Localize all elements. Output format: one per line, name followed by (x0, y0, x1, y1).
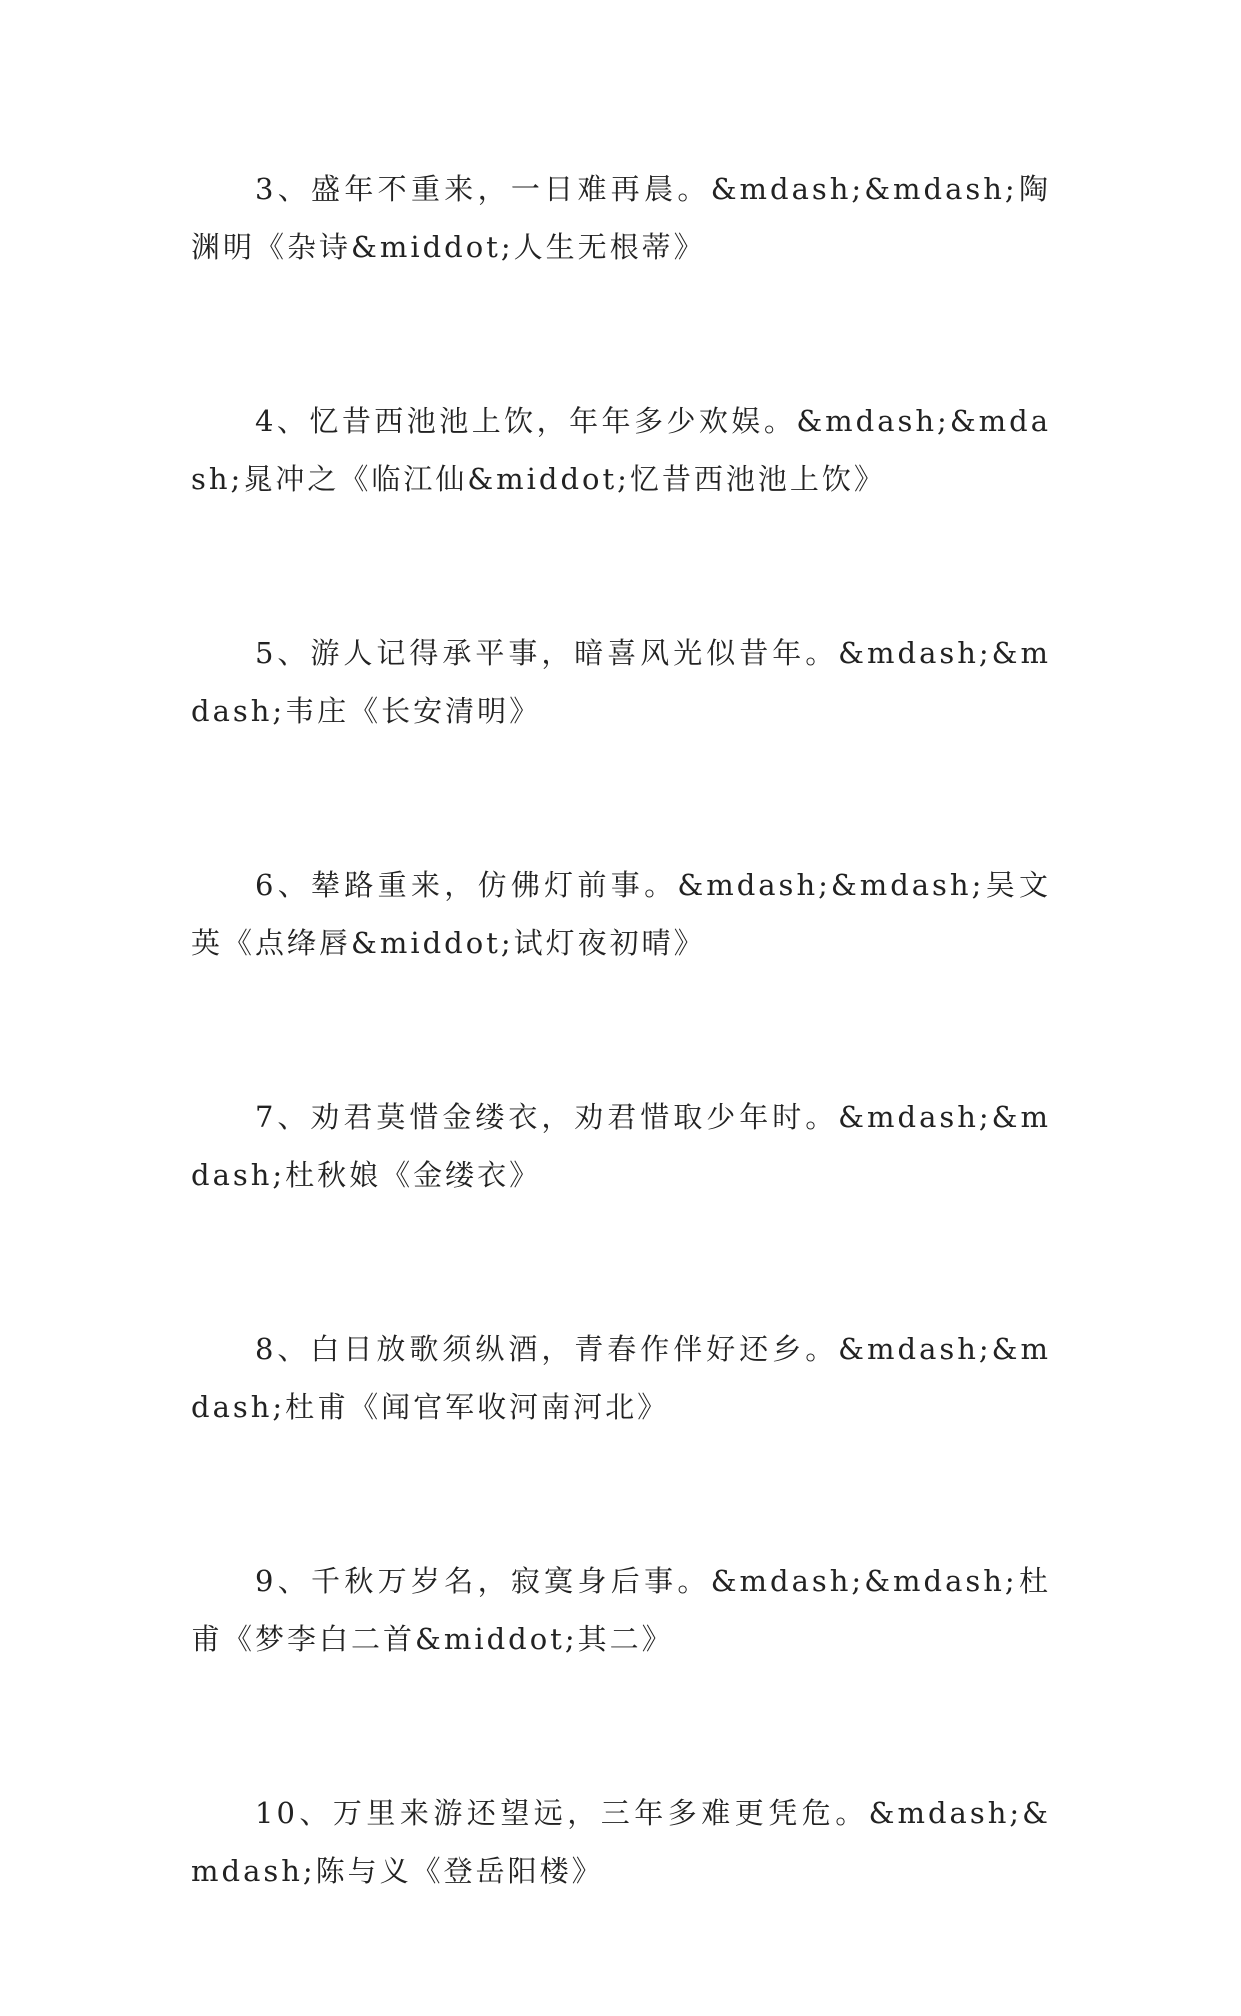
quote-paragraph-3: 3、盛年不重来，一日难再晨。&mdash;&mdash;陶渊明《杂诗&middot;人生无根蒂》 (191, 172, 1051, 264)
quote-paragraph-5: 5、游人记得承平事，暗喜风光似昔年。&mdash;&mdash;韦庄《长安清明》 (191, 636, 1051, 728)
quote-paragraph-9: 9、千秋万岁名，寂寞身后事。&mdash;&mdash;杜甫《梦李白二首&middot;其二》 (191, 1564, 1051, 1656)
quote-paragraph-7: 7、劝君莫惜金缕衣，劝君惜取少年时。&mdash;&mdash;杜秋娘《金缕衣》 (191, 1100, 1051, 1192)
quote-paragraph-10: 10、万里来游还望远，三年多难更凭危。&mdash;&mdash;陈与义《登岳阳楼》 (191, 1796, 1051, 1888)
quote-paragraph-4: 4、忆昔西池池上饮，年年多少欢娱。&mdash;&mdash;晁冲之《临江仙&middot;忆昔西池池上饮》 (191, 404, 1051, 496)
document-body (191, 160, 1051, 2016)
quote-paragraph-8: 8、白日放歌须纵酒，青春作伴好还乡。&mdash;&mdash;杜甫《闻官军收河南河北》 (191, 1332, 1051, 1424)
quote-paragraph-6: 6、辇路重来，仿佛灯前事。&mdash;&mdash;吴文英《点绛唇&middot;试灯夜初晴》 (191, 868, 1051, 960)
